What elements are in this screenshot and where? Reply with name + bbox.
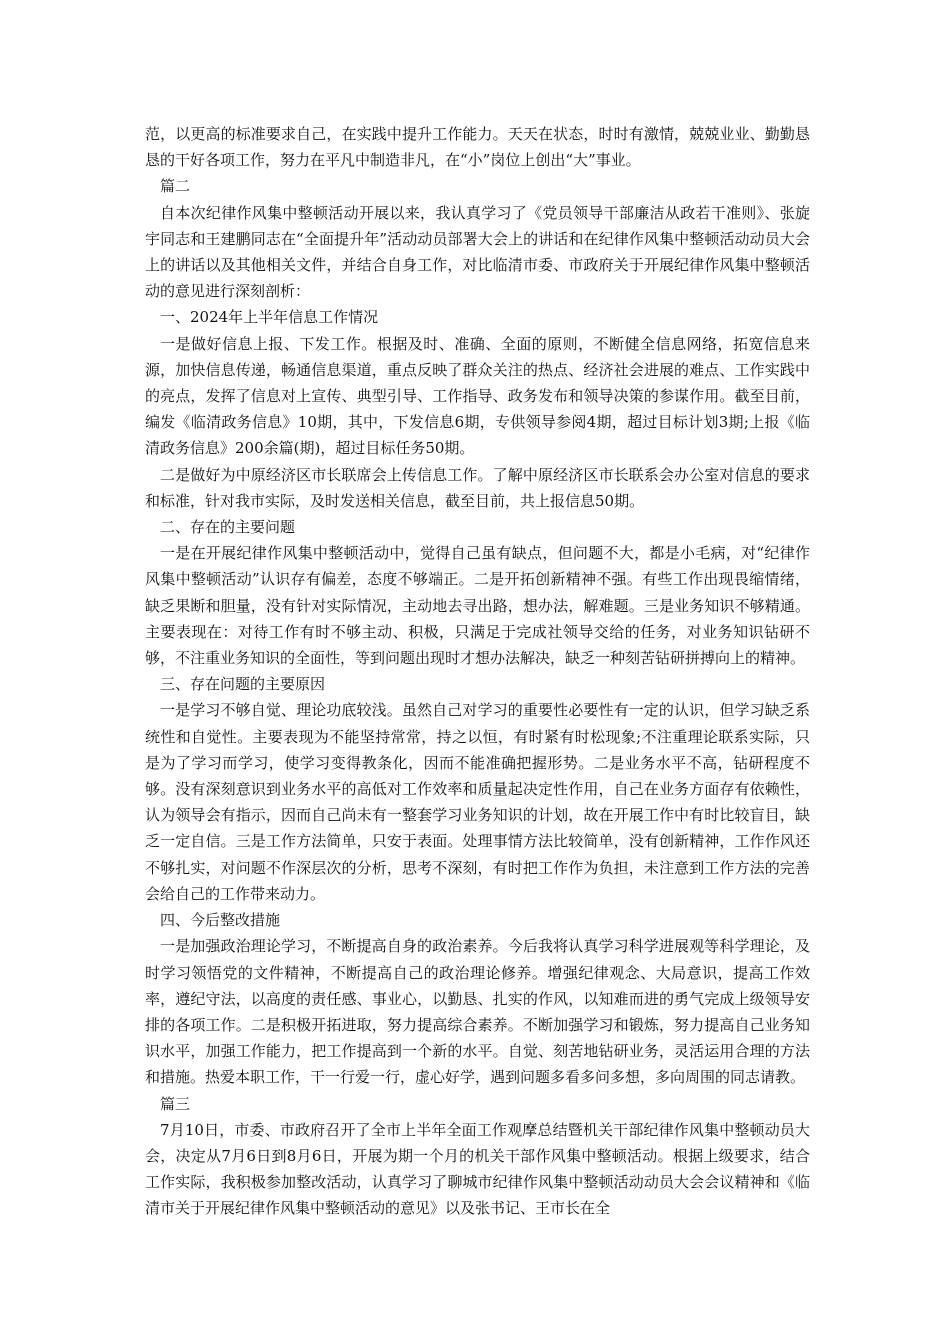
heading-problem-causes: 三、存在问题的主要原因	[160, 675, 326, 694]
document-page	[145, 121, 810, 1222]
paragraph-rectification: 一是加强政治理论学习，不断提高自身的政治素养。今后我将认真学习科学进展观等科学理论，及时学习领悟党的文件精神，不断提高自己的政治理论修养。增强纪律观念、大局意识，提高工作效率，遵纪守法，以高度的责任感、事业心，以勤恳、扎实的作风，以知难而进的勇气完成上级领导安排的各项工作。二是积极开拓进取，努力提高综合素养。不断加强学习和锻炼，努力提高自己业务知识水平，加强工作能力，把工作提高到一个新的水平。自觉、刻苦地钻研业务，灵活运用合理的方法和措施。热爱本职工作，干一行爱一行，虚心好学，遇到问题多看多问多想，多向周围的同志请教。	[145, 937, 810, 1087]
paragraph-problems: 一是在开展纪律作风集中整顿活动中，觉得自己虽有缺点，但问题不大，都是小毛病，对“纪律作风集中整顿活动”认识存有偏差，态度不够端正。二是开拓创新精神不强。有些工作出现畏缩情绪，缺乏果断和胆量，没有针对实际情况，主动地去寻出路，想办法，解难题。三是业务知识不够精通。主要表现在：对待工作有时不够主动、积极，只满足于完成社领导交给的任务，对业务知识钻研不够，不注重业务知识的全面性，等到问题出现时才想办法解决，缺乏一种刻苦钻研拼搏向上的精神。	[145, 544, 810, 668]
heading-main-problems: 二、存在的主要问题	[160, 518, 296, 537]
heading-rectification: 四、今后整改措施	[160, 911, 281, 930]
paragraph-info-upload: 二是做好为中原经济区市长联席会上传信息工作。了解中原经济区市长联系会办公室对信息的要求和标准，针对我市实际，及时发送相关信息，截至目前，共上报信息50期。	[145, 465, 810, 510]
paragraph-intro: 自本次纪律作风集中整顿活动开展以来，我认真学习了《党员领导干部廉洁从政若干准则》、张旋宇同志和王建鹏同志在“全面提升年”活动动员部署大会上的讲话和在纪律作风集中整顿活动动员大会上的讲话以及其他相关文件，并结合自身工作，对比临清市委、市政府关于开展纪律作风集中整顿活动的意见进行深刻剖析：	[145, 203, 810, 301]
heading-info-work: 一、2024年上半年信息工作情况	[160, 308, 379, 327]
paragraph-info-report: 一是做好信息上报、下发工作。根据及时、准确、全面的原则，不断健全信息网络，拓宽信息来源，加快信息传递，畅通信息渠道，重点反映了群众关注的热点、经济社会进展的难点、工作实践中的亮点，发挥了信息对上宣传、典型引导、工作指导、政务发布和领导决策的参谋作用。截至目前，编发《临清政务信息》10期，其中，下发信息6期，专供领导参阅4期，超过目标计划3期;上报《临清政务信息》200余篇(期)，超过目标任务50期。	[145, 334, 810, 458]
paragraph-part-three: 7月10日，市委、市政府召开了全市上半年全面工作观摩总结暨机关干部纪律作风集中整顿动员大会，决定从7月6日到8月6日，开展为期一个月的机关干部作风集中整顿活动。根据上级要求，结合工作实际，我积极参加整改活动，认真学习了聊城市纪律作风集中整顿活动动员大会会议精神和《临清市关于开展纪律作风集中整顿活动的意见》以及张书记、王市长在全	[145, 1120, 810, 1218]
paragraph-causes: 一是学习不够自觉、理论功底较浅。虽然自己对学习的重要性必要性有一定的认识，但学习缺乏系统性和自觉性。主要表现为不能坚持常常，持之以恒，有时紧有时松现象;不注重理论联系实际，只是为了学习而学习，使学习变得教条化，因而不能准确把握形势。二是业务水平不高，钻研程度不够。没有深刻意识到业务水平的高低对工作效率和质量起决定性作用，自己在业务方面存有依赖性，认为领导会有指示，因而自己尚未有一整套学习业务知识的计划，故在开展工作中有时比较盲目，缺乏一定自信。三是工作方法简单，只安于表面。处理事情方法比较简单，没有创新精神，工作作风还不够扎实，对问题不作深层次的分析，思考不深刻，有时把工作作为负担，未注意到工作方法的完善会给自己的工作带来动力。	[145, 701, 810, 903]
paragraph-continued: 范，以更高的标准要求自己，在实践中提升工作能力。天天在状态，时时有激情，兢兢业业、勤勤恳恳的干好各项工作，努力在平凡中制造非凡，在“小”岗位上创出“大”事业。	[145, 125, 810, 170]
section-title-part-three: 篇三	[160, 1094, 191, 1113]
section-title-part-two: 篇二	[160, 177, 191, 196]
